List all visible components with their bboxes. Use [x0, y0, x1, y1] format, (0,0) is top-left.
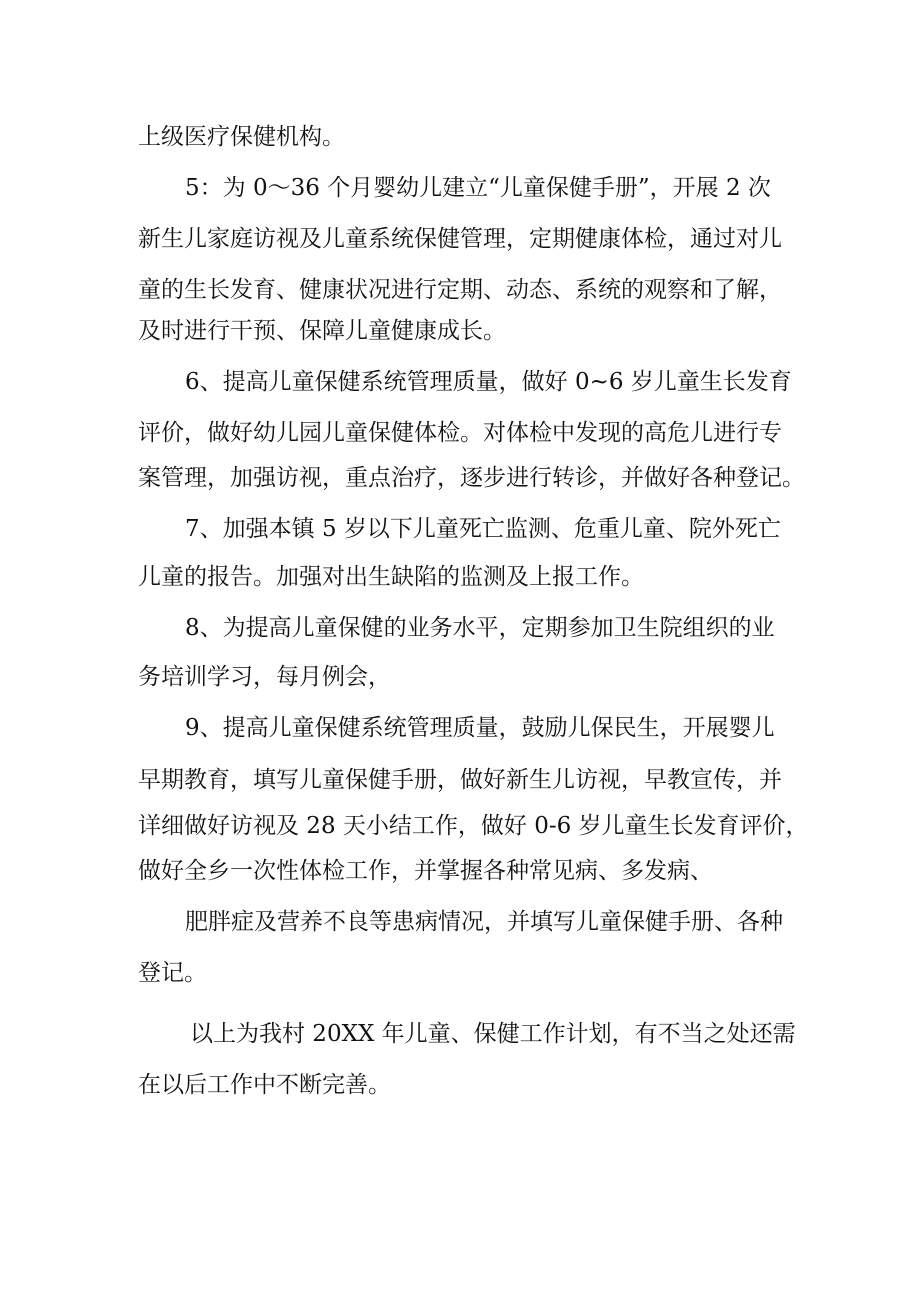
text-line: 登记。: [138, 960, 207, 986]
text-line: 童的生长发育、健康状况进行定期、动态、系统的观察和了解，: [138, 277, 782, 303]
text-line: 务培训学习，每月例会，: [138, 664, 391, 690]
text-line: 9、提高儿童保健系统管理质量，鼓励儿保民生，开展婴儿: [185, 715, 775, 741]
text-line: 以上为我村 20XX 年儿童、保健工作计划，有不当之处还需: [190, 1021, 796, 1047]
text-line: 评价，做好幼儿园儿童保健体检。对体检中发现的高危儿进行专: [138, 420, 782, 446]
text-line: 儿童的报告。加强对出生缺陷的监测及上报工作。: [138, 564, 644, 590]
text-line: 7、加强本镇 5 岁以下儿童死亡监测、危重儿童、院外死亡: [185, 516, 781, 542]
text-line: 详细做好访视及 28 天小结工作，做好 0-6 岁儿童生长发育评价，: [138, 813, 809, 839]
text-line: 8、为提高儿童保健的业务水平，定期参加卫生院组织的业: [185, 615, 775, 641]
text-line: 做好全乡一次性体检工作，并掌握各种常见病、多发病、: [138, 858, 713, 884]
text-line: 在以后工作中不断完善。: [138, 1072, 391, 1098]
text-line: 新生儿家庭访视及儿童系统保健管理，定期健康体检，通过对儿: [138, 226, 782, 252]
text-line: 及时进行干预、保障儿童健康成长。: [138, 318, 506, 344]
text-line: 6、提高儿童保健系统管理质量，做好 0~6 岁儿童生长发育: [185, 369, 792, 395]
text-line: 上级医疗保健机构。: [138, 124, 345, 150]
text-line: 案管理，加强访视，重点治疗，逐步进行转诊，并做好各种登记。: [138, 465, 805, 491]
text-line: 5：为 0～36 个月婴幼儿建立“儿童保健手册”，开展 2 次: [185, 175, 771, 201]
text-line: 肥胖症及营养不良等患病情况，并填写儿童保健手册、各种: [185, 909, 783, 935]
text-line: 早期教育，填写儿童保健手册，做好新生儿访视，早教宣传，并: [138, 767, 782, 793]
